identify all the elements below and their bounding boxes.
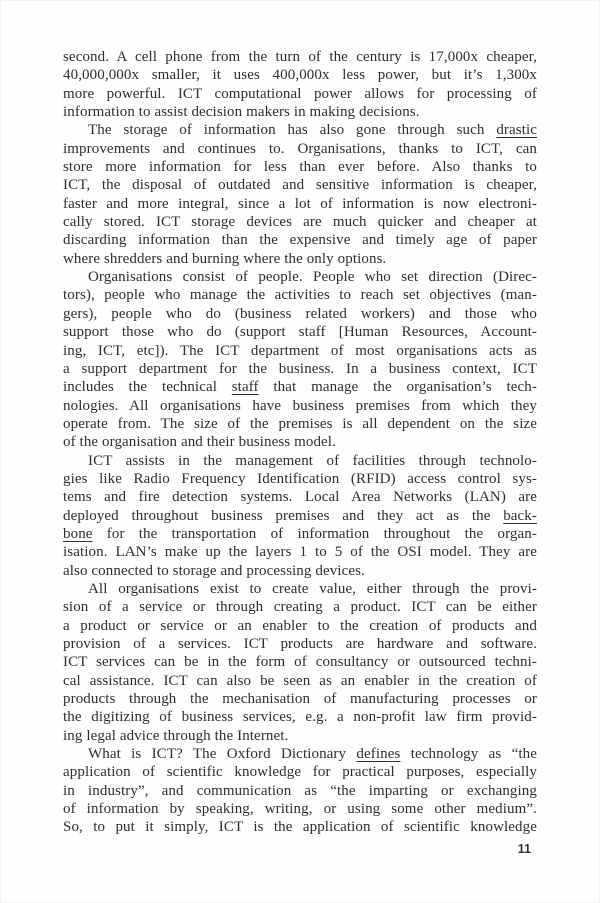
paragraph (63, 745, 537, 837)
text-line: 40,000,000x smaller, it uses 400,000x less power, but it’s 1,300x (63, 67, 537, 84)
paragraph (63, 48, 537, 121)
text-line: ICT, the disposal of outdated and sensitive information is cheaper, (63, 177, 537, 194)
text-line: also connected to storage and processing devices. (63, 562, 365, 579)
paragraph (63, 268, 537, 451)
text-line: ICT assists in the management of facilities through technolo- (88, 452, 537, 469)
text-line: information to assist decision makers in making decisions. (63, 104, 420, 121)
text-line: So, to put it simply, ICT is the application of scientific knowledge (63, 819, 537, 836)
text-line: cal assistance. ICT can also be seen as an enabler in the creation of (63, 672, 537, 689)
text-line: tems and fire detection systems. Local Area Networks (LAN) are (63, 489, 537, 506)
text-line: sion of a service or through creating a product. ICT can be either (63, 599, 537, 616)
page-number: 11 (517, 842, 531, 856)
text-line: All organisations exist to create value, either through the provi- (88, 580, 537, 597)
text-line: includes the technical staff that manage the organisation’s tech- (63, 379, 537, 396)
text-line: application of scientific knowledge for practical purposes, especially (63, 764, 537, 781)
text-line: a support department for the business. In a business context, ICT (63, 360, 537, 377)
text-line: ICT services can be in the form of consultancy or outsourced techni- (63, 654, 537, 671)
text-line: faster and more integral, since a lot of information is now electroni- (63, 195, 537, 212)
text-line: discarding information than the expensive and timely age of paper (63, 232, 537, 249)
page-text (63, 48, 537, 837)
text-line: ing legal advice through the Internet. (63, 727, 289, 744)
text-line: isation. LAN’s make up the layers 1 to 5 of the OSI model. They are (63, 544, 537, 561)
text-line: support those who do (support staff [Human Resources, Account- (63, 324, 537, 341)
text-line: of information by speaking, writing, or using some other medium”. (63, 801, 537, 818)
paragraph (63, 580, 537, 745)
text-line: second. A cell phone from the turn of the century is 17,000x cheaper, (63, 49, 537, 65)
text-line: the digitizing of business services, e.g. a non-profit law firm provid- (63, 709, 537, 726)
text-line: gies like Radio Frequency Identification (RFID) access control sys- (63, 470, 537, 487)
text-line: ing, ICT, etc]). The ICT department of most organisations acts as (63, 342, 537, 359)
text-line: improvements and continues to. Organisations, thanks to ICT, can (63, 140, 537, 157)
text-line: Organisations consist of people. People who set direction (Direc- (88, 269, 537, 286)
text-line: What is ICT? The Oxford Dictionary defines technology as “the (88, 746, 537, 763)
text-line: in industry”, and communication as “the imparting or exchanging (63, 782, 537, 799)
text-line: nologies. All organisations have business premises from which they (63, 397, 537, 414)
text-line: where shredders and burning where the only options. (63, 250, 387, 267)
text-line: The storage of information has also gone through such drastic (88, 122, 537, 139)
text-line: operate from. The size of the premises is all dependent on the size (63, 415, 537, 432)
text-line: products through the mechanisation of manufacturing processes or (63, 691, 537, 708)
text-line: a product or service or an enabler to the creation of products and (63, 617, 537, 634)
text-line: gers), people who do (business related workers) and those who (63, 305, 537, 322)
text-line: provision of a services. ICT products are hardware and software. (63, 636, 537, 652)
paragraph (63, 121, 537, 268)
text-line: tors), people who manage the activities to reach set objectives (man- (63, 287, 537, 304)
text-line: bone for the transportation of information throughout the organ- (63, 525, 537, 542)
text-line: deployed throughout business premises and they act as the back- (63, 507, 537, 524)
text-line: of the organisation and their business model. (63, 434, 336, 451)
paragraph (63, 452, 537, 580)
text-line: more powerful. ICT computational power allows for processing of (63, 85, 537, 102)
text-line: store more information for less than ever before. Also thanks to (63, 159, 537, 176)
text-line: cally stored. ICT storage devices are much quicker and cheaper at (63, 214, 537, 231)
